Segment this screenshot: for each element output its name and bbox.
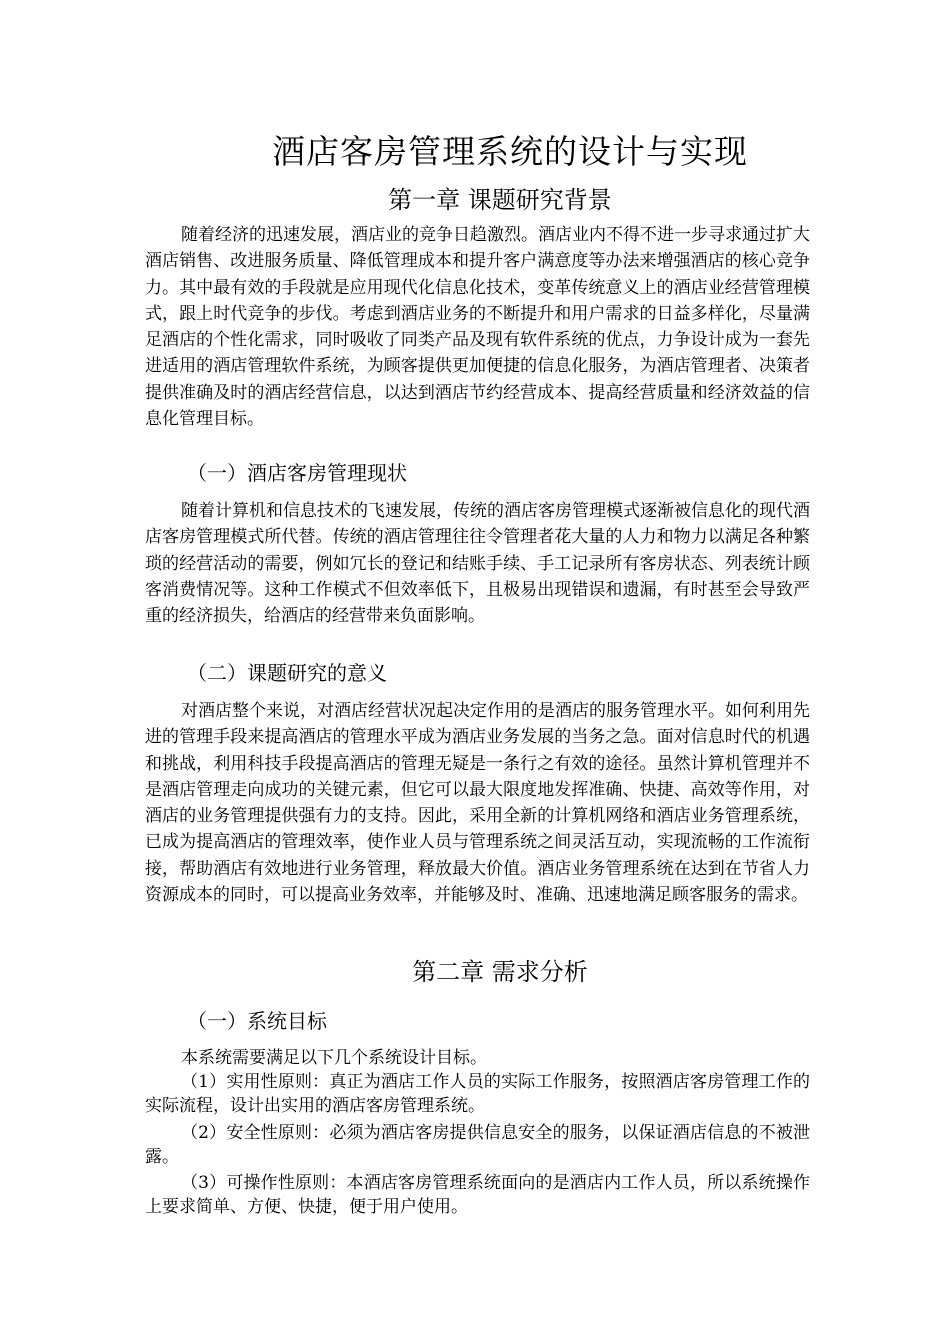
goal-item-practicality: （1）实用性原则：真正为酒店工作人员的实际工作服务，按照酒店客房管理工作的实际流程，设计出实用的酒店客房管理系统。 [145,1072,810,1116]
goal-item-security: （2）安全性原则：必须为酒店客房提供信息安全的服务，以保证酒店信息的不被泄露。 [145,1123,810,1167]
chapter-1-intro-paragraph: 随着经济的迅速发展，酒店业的竞争日趋激烈。酒店业内不得不进一步寻求通过扩大酒店销售、改进服务质量、降低管理成本和提升客户满意度等办法来增强酒店的核心竞争力。其中最有效的手段就是应用现代化信息化技术，变革传统意义上的酒店业经营管理模式，跟上时代竞争的步伐。考虑到酒店业务的不断提升和用户需求的日益多样化，尽量满足酒店的个性化需求，同时吸收了同类产品及现有软件系统的优点，力争设计成为一套先进适用的酒店管理软件系统，为顾客提供更加便捷的信息化服务，为酒店管理者、决策者提供准确及时的酒店经营信息，以达到酒店节约经营成本、提高经营质量和经济效益的信息化管理目标。 [145,225,810,430]
section-2-paragraph: 对酒店整个来说，对酒店经营状况起决定作用的是酒店的服务管理水平。如何利用先进的管理手段来提高酒店的管理水平成为酒店业务发展的当务之急。面对信息时代的机遇和挑战，利用科技手段提高酒店的管理无疑是一条行之有效的途径。虽然计算机管理并不是酒店管理走向成功的关键元素，但它可以最大限度地发挥准确、快捷、高效等作用，对酒店的业务管理提供强有力的支持。因此，采用全新的计算机网络和酒店业务管理系统，已成为提高酒店的管理效率，使作业人员与管理系统之间灵活互动，实现流畅的工作流衔接，帮助酒店有效地进行业务管理，释放最大价值。酒店业务管理系统在达到在节省人力资源成本的同时，可以提高业务效率，并能够及时、准确、迅速地满足顾客服务的需求。 [145,701,810,906]
goal-item-operability: （3）可操作性原则：本酒店客房管理系统面向的是酒店内工作人员，所以系统操作上要求简单、方便、快捷，便于用户使用。 [145,1173,810,1217]
section-1-heading: （一）酒店客房管理现状 [187,461,407,485]
section-1-paragraph: 随着计算机和信息技术的飞速发展，传统的酒店客房管理模式逐渐被信息化的现代酒店客房管理模式所代替。传统的酒店管理往往令管理者花大量的人力和物力以满足各种繁琐的经营活动的需要，例如冗长的登记和结账手续、手工记录所有客房状态、列表统计顾客消费情况等。这种工作模式不但效率低下，且极易出现错误和遗漏，有时甚至会导致严重的经济损失，给酒店的经营带来负面影响。 [145,501,810,627]
chapter-2-heading: 第二章 需求分析 [412,958,588,986]
chapter-1-heading: 第一章 课题研究背景 [388,186,612,214]
system-goals-heading: （一）系统目标 [187,1009,327,1033]
section-2-heading: （二）课题研究的意义 [187,661,387,685]
system-goals-intro: 本系统需要满足以下几个系统设计目标。 [181,1048,487,1068]
document-title: 酒店客房管理系统的设计与实现 [272,132,748,171]
